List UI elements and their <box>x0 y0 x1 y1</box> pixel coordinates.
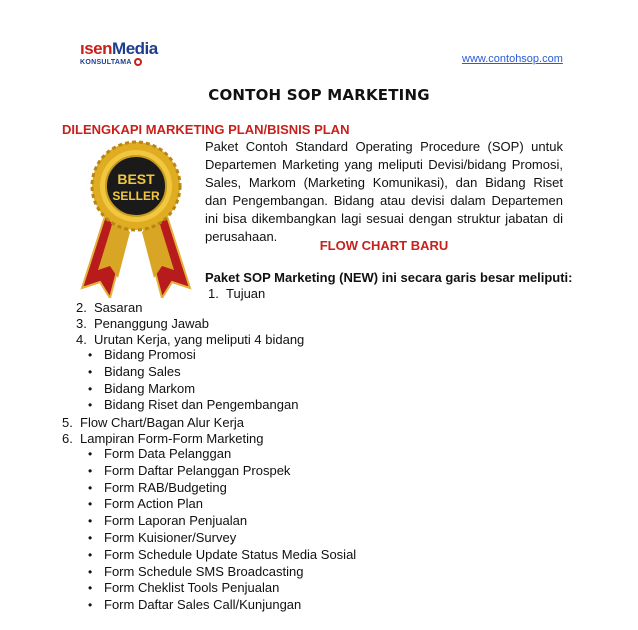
target-icon <box>134 58 142 66</box>
item-text: Flow Chart/Bagan Alur Kerja <box>80 415 245 430</box>
bullet-icon <box>78 347 104 364</box>
list-item <box>78 397 298 414</box>
intro-paragraph: Paket Contoh Standard Operating Procedure (SOP) untuk Departemen Marketing yang meliputi Devisi/bidang Promosi, Sales, Markom (Marketing Komunikasi), dan Bidang Riset dan Pengembangan. Bidang atau devisi dalam Departemen ini bisa dikembangkan lagi sesuai dengan struktur jabatan di perusahaan. <box>205 139 563 245</box>
bullet-icon <box>78 446 104 463</box>
bullet-icon <box>78 547 104 564</box>
list-item <box>78 564 356 581</box>
website-link[interactable]: www.contohsop.com <box>462 53 563 65</box>
bullet-icon <box>78 364 104 381</box>
logo-word-media: Media <box>112 39 158 58</box>
list-item <box>78 530 356 547</box>
item-text: Urutan Kerja, yang meliputi 4 bidang <box>94 331 305 347</box>
logo-word-isen: ısen <box>80 39 113 58</box>
item-text: Form Schedule SMS Broadcasting <box>104 563 304 579</box>
logo-wordmark <box>80 39 158 58</box>
list-item <box>78 463 356 480</box>
item-number: 6. <box>62 430 73 446</box>
item-number: 1. <box>208 286 219 301</box>
list-item <box>78 547 356 564</box>
item-text: Bidang Riset dan Pengembangan <box>104 397 299 413</box>
logo-subtitle <box>80 58 152 66</box>
list-item <box>62 431 264 447</box>
item-text: Tujuan <box>226 286 266 301</box>
bullet-icon <box>78 397 104 414</box>
bullet-icon <box>78 480 104 497</box>
item-text: Bidang Promosi <box>104 347 196 362</box>
item-text: Form Schedule Update Status Media Sosial <box>104 546 357 562</box>
list-b <box>62 415 264 447</box>
flow-chart-heading: FLOW CHART BARU <box>319 238 449 253</box>
bullet-icon <box>78 513 104 530</box>
list-item <box>76 316 304 332</box>
badge-text-best: BEST <box>117 171 155 187</box>
item-text: Form Daftar Sales Call/Kunjungan <box>104 597 302 613</box>
item-text: Bidang Sales <box>104 363 181 379</box>
item-text: Penanggung Jawab <box>94 315 209 331</box>
list-item <box>78 513 356 530</box>
list-item <box>78 496 356 513</box>
company-logo <box>80 39 158 76</box>
bullet-icon <box>78 496 104 513</box>
section-subtitle: DILENGKAPI MARKETING PLAN/BISNIS PLAN <box>62 122 350 137</box>
page-title: CONTOH SOP MARKETING <box>208 86 430 104</box>
forms-list <box>78 446 356 614</box>
item-text: Lampiran Form-Form Marketing <box>80 430 264 446</box>
bidang-list <box>78 347 298 414</box>
list-item <box>78 347 298 364</box>
item-text: Form Data Pelanggan <box>104 446 232 461</box>
item-number: 4. <box>76 331 87 347</box>
bullet-icon <box>78 530 104 547</box>
item-number: 3. <box>76 315 87 331</box>
bullet-icon <box>78 564 104 581</box>
item-text: Form RAB/Budgeting <box>104 479 227 495</box>
item-text: Form Kuisioner/Survey <box>104 529 237 545</box>
item-number: 2. <box>76 300 87 315</box>
item-text: Sasaran <box>94 300 143 315</box>
list-item <box>78 381 298 398</box>
list-item <box>62 415 264 431</box>
bullet-icon <box>78 463 104 480</box>
item-text: Form Action Plan <box>104 496 203 512</box>
paket-heading: Paket SOP Marketing (NEW) ini secara garis besar meliputi: <box>205 270 573 285</box>
list-item <box>78 446 356 463</box>
list-item <box>78 364 298 381</box>
list-item <box>76 332 304 348</box>
item-text: Bidang Markom <box>104 380 196 396</box>
item-text: Form Daftar Pelanggan Prospek <box>104 462 291 478</box>
bullet-icon <box>78 381 104 398</box>
list-item <box>76 300 304 316</box>
bullet-icon <box>78 580 104 597</box>
list-a <box>76 300 304 347</box>
badge-text-seller: SELLER <box>112 189 160 203</box>
bullet-icon <box>78 597 104 614</box>
item-text: Form Cheklist Tools Penjualan <box>104 580 280 596</box>
list-item <box>78 597 356 614</box>
list-item <box>78 480 356 497</box>
item-text: Form Laporan Penjualan <box>104 513 248 529</box>
logo-sub-text: KONSULTAMA <box>80 58 132 66</box>
item-number: 5. <box>62 415 73 430</box>
best-seller-badge-icon <box>76 138 196 298</box>
list-item <box>78 580 356 597</box>
